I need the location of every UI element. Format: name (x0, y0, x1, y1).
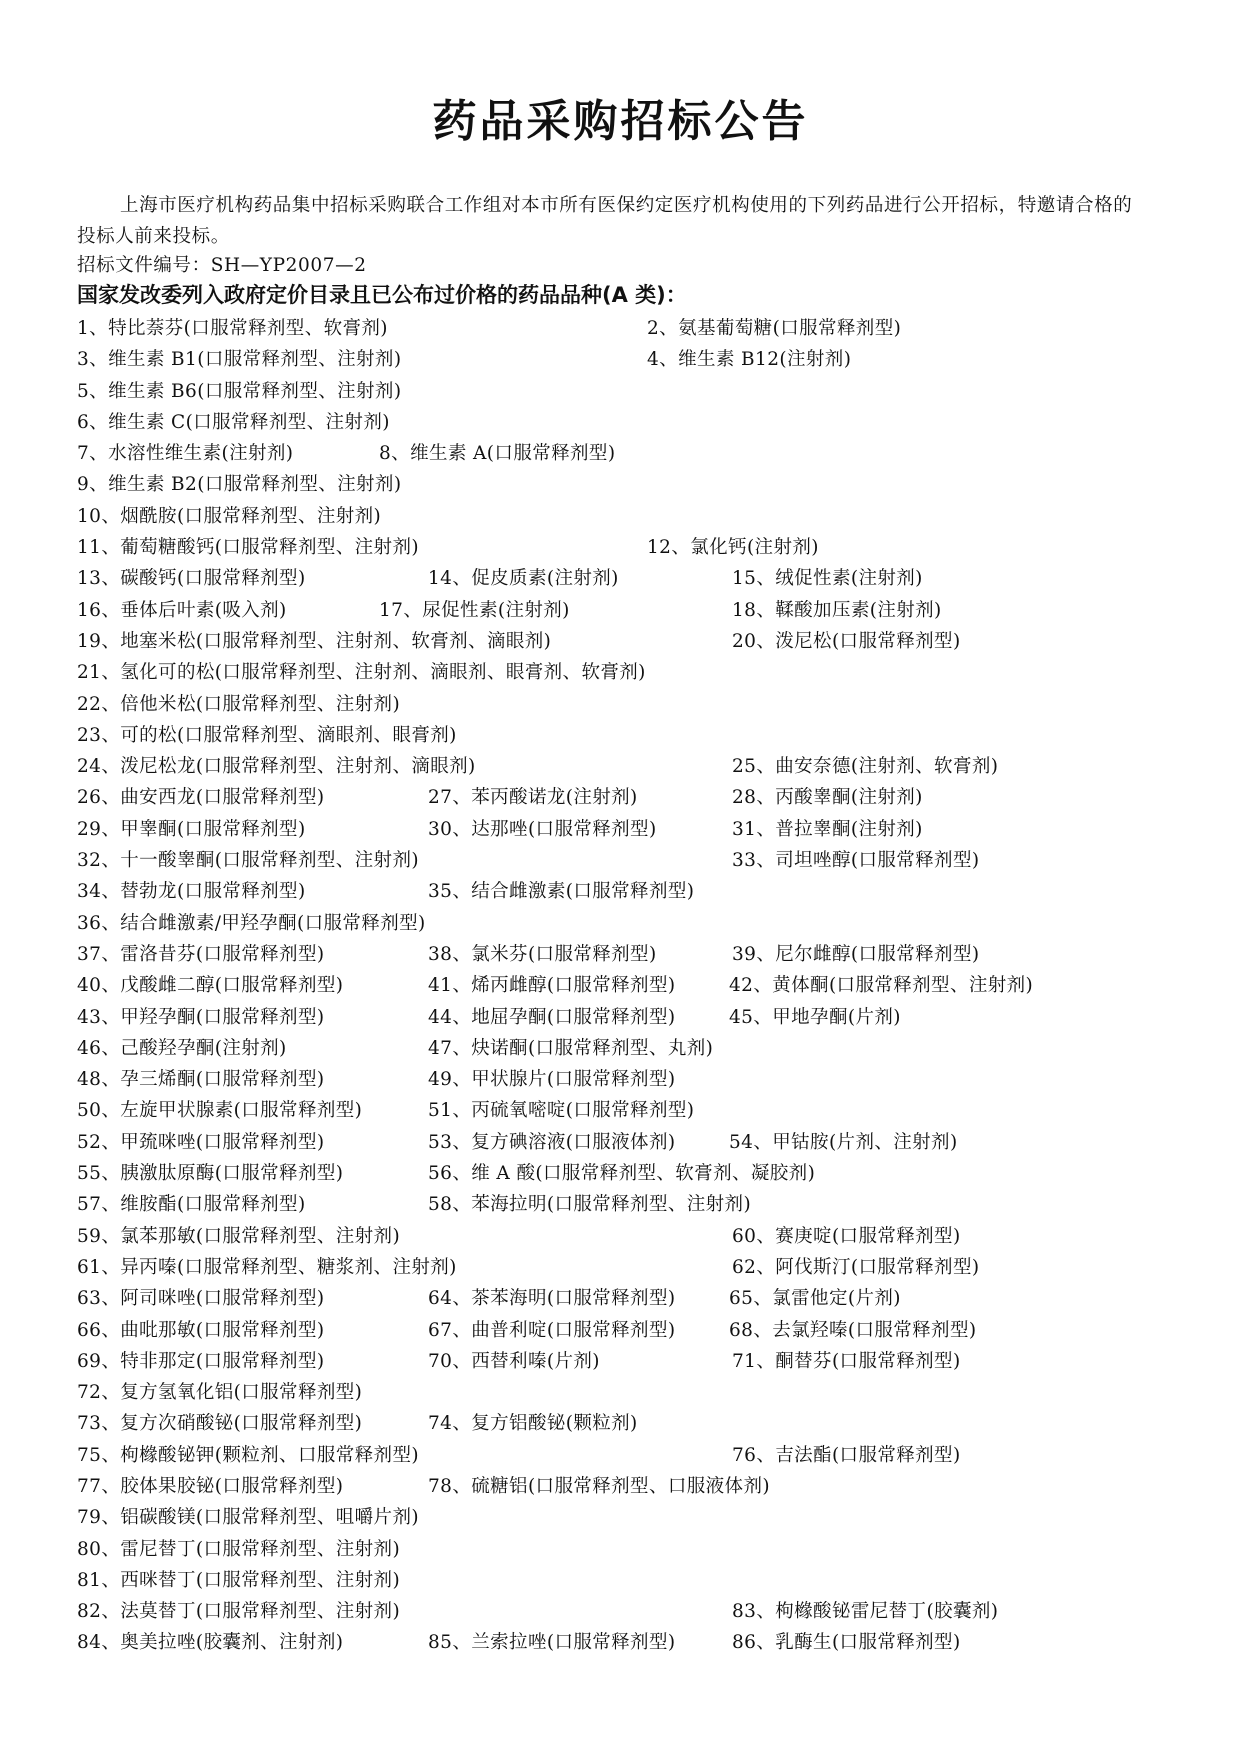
drug-item: 70、西替利嗪(片剂) (428, 1350, 600, 1372)
drug-item: 39、尼尔雌醇(口服常释剂型) (732, 943, 980, 965)
drug-item: 27、苯丙酸诺龙(注射剂) (428, 787, 638, 809)
drug-item: 2、氨基葡萄糖(口服常释剂型) (647, 318, 902, 339)
drug-item: 45、甲地孕酮(片剂) (729, 1006, 901, 1028)
drug-item: 6、维生素 C(口服常释剂型、注射剂) (77, 411, 390, 433)
drug-item: 4、维生素 B12(注射剂) (647, 349, 852, 371)
drug-item: 73、复方次硝酸铋(口服常释剂型) (77, 1413, 363, 1435)
drug-list-row (77, 1565, 1177, 1596)
drug-item: 16、垂体后叶素(吸入剂) (77, 599, 287, 621)
drug-list-row (77, 1346, 1177, 1377)
drug-list-row (77, 657, 1177, 688)
drug-item: 41、烯丙雌醇(口服常释剂型) (428, 975, 676, 997)
drug-item: 22、倍他米松(口服常释剂型、注射剂) (77, 693, 401, 715)
drug-item: 83、枸橼酸铋雷尼替丁(胶囊剂) (732, 1601, 999, 1623)
drug-item: 9、维生素 B2(口服常释剂型、注射剂) (77, 474, 402, 496)
drug-item: 84、奥美拉唑(胶囊剂、注射剂) (77, 1632, 344, 1654)
drug-item: 60、赛庚啶(口服常释剂型) (732, 1225, 961, 1247)
drug-list-row (77, 939, 1177, 970)
drug-item: 69、特非那定(口服常释剂型) (77, 1350, 325, 1372)
drug-list-row (77, 751, 1177, 782)
page-title: 药品采购招标公告 (432, 96, 809, 147)
drug-item: 51、丙硫氧嘧啶(口服常释剂型) (428, 1100, 695, 1122)
drug-item: 65、氯雷他定(片剂) (729, 1288, 901, 1310)
drug-item: 37、雷洛昔芬(口服常释剂型) (77, 943, 325, 965)
drug-item: 1、特比萘芬(口服常释剂型、软膏剂) (77, 318, 388, 339)
drug-list-row (77, 689, 1177, 720)
category-heading: 国家发改委列入政府定价目录且已公布过价格的药品品种(A 类)： (77, 283, 687, 307)
drug-item: 63、阿司咪唑(口服常释剂型) (77, 1288, 325, 1310)
drug-item: 79、铝碳酸镁(口服常释剂型、咀嚼片剂) (77, 1507, 419, 1529)
drug-list-row (77, 1596, 1177, 1627)
drug-list-row (77, 720, 1177, 751)
drug-list-row (77, 501, 1177, 532)
drug-list-row (77, 563, 1177, 594)
drug-item: 30、达那唑(口服常释剂型) (428, 818, 657, 840)
drug-list-row (77, 1534, 1177, 1565)
drug-item: 28、丙酸睾酮(注射剂) (732, 787, 923, 809)
drug-item: 5、维生素 B6(口服常释剂型、注射剂) (77, 380, 402, 402)
drug-item: 68、去氯羟嗪(口服常释剂型) (729, 1319, 977, 1341)
drug-list-row (77, 313, 1177, 344)
drug-item: 29、甲睾酮(口服常释剂型) (77, 818, 306, 840)
drug-list-row (77, 469, 1177, 500)
drug-list-row (77, 407, 1177, 438)
drug-item: 35、结合雌激素(口服常释剂型) (428, 881, 695, 903)
drug-item: 12、氯化钙(注射剂) (647, 537, 819, 559)
drug-item: 31、普拉睾酮(注射剂) (732, 818, 923, 840)
drug-item: 3、维生素 B1(口服常释剂型、注射剂) (77, 349, 402, 371)
drug-item: 86、乳酶生(口服常释剂型) (732, 1632, 961, 1654)
drug-item: 8、维生素 A(口服常释剂型) (379, 443, 616, 465)
drug-item: 14、促皮质素(注射剂) (428, 568, 619, 590)
drug-list-row (77, 532, 1177, 563)
drug-list-row (77, 845, 1177, 876)
drug-item: 78、硫糖铝(口服常释剂型、口服液体剂) (428, 1475, 770, 1497)
drug-item: 26、曲安西龙(口服常释剂型) (77, 787, 325, 809)
drug-list-row (77, 1283, 1177, 1314)
drug-list-row (77, 344, 1177, 375)
drug-list-row (77, 1252, 1177, 1283)
drug-item: 53、复方碘溶液(口服液体剂) (428, 1131, 676, 1153)
drug-item: 80、雷尼替丁(口服常释剂型、注射剂) (77, 1538, 401, 1560)
drug-item: 11、葡萄糖酸钙(口服常释剂型、注射剂) (77, 537, 419, 559)
drug-item: 47、炔诺酮(口服常释剂型、丸剂) (428, 1037, 714, 1059)
drug-item: 20、泼尼松(口服常释剂型) (732, 630, 961, 652)
drug-item: 52、甲巯咪唑(口服常释剂型) (77, 1131, 325, 1153)
drug-item: 76、吉法酯(口服常释剂型) (732, 1444, 961, 1466)
drug-list-row (77, 782, 1177, 813)
drug-item: 54、甲钴胺(片剂、注射剂) (729, 1131, 958, 1153)
drug-item: 58、苯海拉明(口服常释剂型、注射剂) (428, 1194, 752, 1216)
drug-item: 82、法莫替丁(口服常释剂型、注射剂) (77, 1601, 401, 1623)
drug-item: 49、甲状腺片(口服常释剂型) (428, 1069, 676, 1091)
drug-item: 46、己酸羟孕酮(注射剂) (77, 1037, 287, 1059)
drug-item: 18、鞣酸加压素(注射剂) (732, 599, 942, 621)
drug-list-row (77, 1502, 1177, 1533)
drug-item: 19、地塞米松(口服常释剂型、注射剂、软膏剂、滴眼剂) (77, 630, 552, 652)
drug-list-row (77, 1440, 1177, 1471)
tender-document-number: 招标文件编号：SH—YP2007—2 (77, 255, 367, 276)
drug-list-row (77, 1158, 1177, 1189)
drug-item: 59、氯苯那敏(口服常释剂型、注射剂) (77, 1225, 401, 1247)
drug-item: 71、酮替芬(口服常释剂型) (732, 1350, 961, 1372)
drug-item: 67、曲普利啶(口服常释剂型) (428, 1319, 676, 1341)
intro-paragraph: 上海市医疗机构药品集中招标采购联合工作组对本市所有医保约定医疗机构使用的下列药品进行公开招标，特邀请合格的投标人前来投标。 (77, 195, 1133, 247)
drug-list-row (77, 1095, 1177, 1126)
drug-item: 44、地屈孕酮(口服常释剂型) (428, 1006, 676, 1028)
drug-item: 24、泼尼松龙(口服常释剂型、注射剂、滴眼剂) (77, 756, 476, 778)
drug-item: 48、孕三烯酮(口服常释剂型) (77, 1069, 325, 1091)
drug-item: 85、兰索拉唑(口服常释剂型) (428, 1632, 676, 1654)
drug-item: 57、维胺酯(口服常释剂型) (77, 1194, 306, 1216)
drug-list-row (77, 1064, 1177, 1095)
drug-item: 32、十一酸睾酮(口服常释剂型、注射剂) (77, 850, 419, 872)
drug-list-row (77, 1221, 1177, 1252)
drug-list-row (77, 1377, 1177, 1408)
drug-item: 56、维 A 酸(口服常释剂型、软膏剂、凝胶剂) (428, 1163, 816, 1185)
drug-list (77, 313, 1177, 1659)
drug-item: 23、可的松(口服常释剂型、滴眼剂、眼膏剂) (77, 724, 457, 746)
drug-item: 36、结合雌激素/甲羟孕酮(口服常释剂型) (77, 912, 426, 934)
drug-item: 17、尿促性素(注射剂) (379, 599, 570, 621)
drug-item: 42、黄体酮(口服常释剂型、注射剂) (729, 975, 1034, 997)
drug-list-row (77, 1033, 1177, 1064)
drug-item: 55、胰激肽原酶(口服常释剂型) (77, 1163, 344, 1185)
drug-list-row (77, 876, 1177, 907)
drug-item: 33、司坦唑醇(口服常释剂型) (732, 850, 980, 872)
drug-item: 62、阿伐斯汀(口服常释剂型) (732, 1256, 980, 1278)
drug-item: 50、左旋甲状腺素(口服常释剂型) (77, 1100, 363, 1122)
drug-item: 77、胶体果胶铋(口服常释剂型) (77, 1475, 344, 1497)
drug-list-row (77, 814, 1177, 845)
drug-item: 81、西咪替丁(口服常释剂型、注射剂) (77, 1569, 401, 1591)
drug-item: 15、绒促性素(注射剂) (732, 568, 923, 590)
drug-list-row (77, 1471, 1177, 1502)
drug-list-row (77, 970, 1177, 1001)
drug-item: 13、碳酸钙(口服常释剂型) (77, 568, 306, 590)
drug-item: 43、甲羟孕酮(口服常释剂型) (77, 1006, 325, 1028)
drug-list-row (77, 1408, 1177, 1439)
drug-item: 38、氯米芬(口服常释剂型) (428, 943, 657, 965)
drug-item: 21、氢化可的松(口服常释剂型、注射剂、滴眼剂、眼膏剂、软膏剂) (77, 662, 646, 684)
drug-list-row (77, 1627, 1177, 1658)
drug-item: 7、水溶性维生素(注射剂) (77, 443, 294, 465)
drug-item: 40、戊酸雌二醇(口服常释剂型) (77, 975, 344, 997)
drug-item: 10、烟酰胺(口服常释剂型、注射剂) (77, 505, 382, 527)
drug-item: 72、复方氢氧化铝(口服常释剂型) (77, 1382, 363, 1404)
drug-item: 66、曲吡那敏(口服常释剂型) (77, 1319, 325, 1341)
drug-item: 25、曲安奈德(注射剂、软膏剂) (732, 756, 999, 778)
drug-item: 75、枸橼酸铋钾(颗粒剂、口服常释剂型) (77, 1444, 419, 1466)
drug-list-row (77, 1127, 1177, 1158)
drug-item: 61、异丙嗪(口服常释剂型、糖浆剂、注射剂) (77, 1256, 457, 1278)
drug-list-row (77, 626, 1177, 657)
drug-list-row (77, 1315, 1177, 1346)
drug-list-row (77, 595, 1177, 626)
drug-list-row (77, 1189, 1177, 1220)
drug-list-row (77, 908, 1177, 939)
drug-list-row (77, 376, 1177, 407)
drug-item: 34、替勃龙(口服常释剂型) (77, 881, 306, 903)
drug-list-row (77, 1002, 1177, 1033)
drug-item: 74、复方铝酸铋(颗粒剂) (428, 1413, 638, 1435)
drug-list-row (77, 438, 1177, 469)
drug-item: 64、茶苯海明(口服常释剂型) (428, 1288, 676, 1310)
